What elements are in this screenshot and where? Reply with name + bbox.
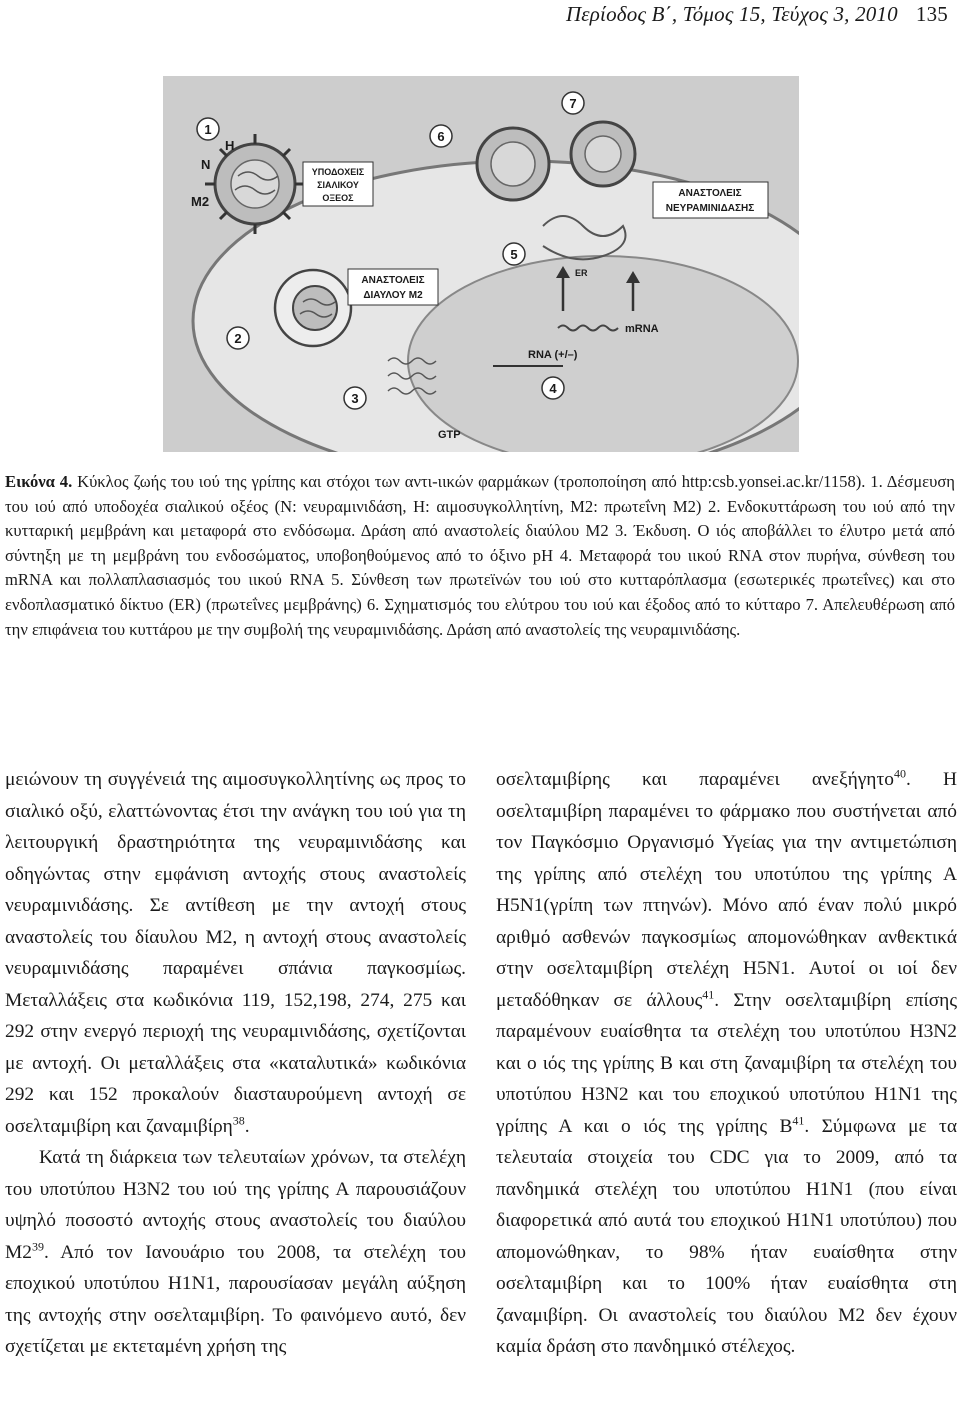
label-m2: M2 bbox=[191, 194, 210, 209]
running-head-text: Περίοδος Β΄, Τόμος 15, Τεύχος 3, 2010 bbox=[565, 2, 898, 26]
svg-text:ΟΞΕΟΣ: ΟΞΕΟΣ bbox=[322, 193, 354, 203]
svg-text:ΑΝΑΣΤΟΛΕΙΣ: ΑΝΑΣΤΟΛΕΙΣ bbox=[678, 188, 742, 199]
step-3: 3 bbox=[351, 391, 359, 406]
ref-41a: 41 bbox=[702, 987, 715, 1002]
ref-41b: 41 bbox=[792, 1113, 805, 1128]
running-head bbox=[566, 2, 948, 27]
right-paragraph: οσελταμιβίρης και παραμένει ανεξήγητο$^{40}$. Η οσελταμιβίρη παραμένει το φάρμακο που συστήνεται από τον Παγκόσμιο Οργανισμό Υγείας για την αντιμετώπιση της γρίπης από στελέχη του υποτύπου της γρίπης Α H5N1(γρίπη των πτηνών). Μόνο από έναν πολύ μικρό αριθμό ασθενών παγκοσμίως απομονώθηκαν ανθεκτικά στην οσελταμιβίρη στελέχη H5N1. Αυτοί οι ιοί δεν μεταδόθηκαν σε άλλους$^{41}$. Στην οσελταμιβίρη επίσης παραμένουν ευαίσθητα τα στελέχη του υποτύπου H3N2 και ο ιός της γρίπης Β και στη ζαναμιβίρη τα στελέχη του υποτύπου H3N2 και του εποχικού υποτύπου H1N1 της γρίπης Α και ο ιός της γρίπης $B^{41}$. Σύμφωνα με τα τελευταία στοιχεία του CDC για το 2009, από τα πανδημικά στελέχη του υποτύπου H1N1 (που είναι διαφορετικά από αυτά του εποχικού H1N1 υποτύπου) που απομονώθηκαν, το 98% ήταν ευαίσθητα στην οσελταμιβίρη και το 100% ήταν ευαίσθητα στη ζαναμιβίρη. Οι αναστολείς του διαύλου Μ2 δεν έχουν καμία δράση στο πανδημικό στέλεχος. bbox=[496, 766, 957, 1357]
svg-text:ΥΠΟΔΟΧΕΙΣ: ΥΠΟΔΟΧΕΙΣ bbox=[311, 167, 365, 177]
ref-38: 38 bbox=[232, 1113, 245, 1128]
virus-endocytosis bbox=[275, 270, 351, 346]
ref-39: 39 bbox=[31, 1239, 44, 1254]
label-er: ER bbox=[575, 268, 588, 278]
right-column bbox=[496, 764, 957, 1363]
svg-text:ΣΙΑΛΙΚΟΥ: ΣΙΑΛΙΚΟΥ bbox=[317, 180, 359, 190]
lifecycle-figure bbox=[163, 76, 799, 452]
step-7: 7 bbox=[569, 96, 577, 111]
step-6: 6 bbox=[437, 129, 445, 144]
step-5: 5 bbox=[510, 247, 518, 262]
m2-inhibitors-box bbox=[348, 269, 438, 305]
virus-binding bbox=[205, 134, 305, 234]
figure-caption bbox=[5, 470, 955, 642]
svg-text:ΑΝΑΣΤΟΛΕΙΣ: ΑΝΑΣΤΟΛΕΙΣ bbox=[361, 275, 425, 286]
left-paragraph-2: Κατά τη διάρκεια των τελευταίων χρόνων, τα στελέχη του υποτύπου H3N2 του ιού της γρίπης Α παρουσιάζουν υψηλό ποσοστό αντοχής στους αναστολείς του διαύλου $M2^{39}$. Από τον Ιανουάριο του 2008, τα στελέχη του εποχικού υποτύπου H1N1, παρουσίασαν μεγάλη αύξηση της αντοχής στην οσελταμιβίρη. Το φαινόμενο αυτό, δεν σχετίζεται με εκτεταμένη χρήση της bbox=[5, 1147, 466, 1357]
label-n: N bbox=[201, 157, 211, 172]
label-mrna: mRNA bbox=[625, 323, 659, 335]
lifecycle-diagram bbox=[163, 76, 799, 452]
step-1: 1 bbox=[204, 122, 212, 137]
page-number: 135 bbox=[915, 2, 948, 26]
left-column bbox=[5, 764, 466, 1363]
svg-text:ΝΕΥΡΑΜΙΝΙΔΑΣΗΣ: ΝΕΥΡΑΜΙΝΙΔΑΣΗΣ bbox=[665, 203, 755, 214]
receptors-box bbox=[303, 162, 373, 206]
label-h: H bbox=[225, 138, 235, 153]
caption-text: Κύκλος ζωής του ιού της γρίπης και στόχοι των αντι-ιικών φαρμάκων (τροποποίηση από http:csb.yonsei.ac.kr/1158). 1. Δέσμευση του ιού από υποδοχέα σιαλικού οξέος (N: νευραμινιδάση, H: αιμοσυγκολλητίνη, M2: πρωτεΐνη M2) 2. Ενδοκυττάρωση του ιού από την κυτταρική μεμβράνη και μεταφορά στο ενδόσωμα. Δράση από αναστολείς διαύλου M2 3. Έκδυση. Ο ιός αποβάλλει το έλυτρο μετά από σύντηξη με τη μεμβράνη του ενδοσώματος, υποβοηθούμενος από το όξινο pH 4. Μεταφορά του ιικού RNA στον πυρήνα, σύνθεση του mRNA και πολλαπλασιασμός του ιικού RNA 5. Σύνθεση των πρωτεϊνών του ιού στο κυτταρόπλασμα (εσωτερικές πρωτεΐνες) και στο ενδοπλασματικό δίκτυο (ER) (πρωτεΐνες μεμβράνης) 6. Σχηματισμός του ελύτρου του ιού και έξοδος από το κύτταρο 7. Απελευθέρωση από την επιφάνεια του κυττάρου με την συμβολή της νευραμινιδάσης. Δράση από αναστολείς της νευραμινιδάσης. bbox=[5, 472, 955, 639]
caption-label: Εικόνα 4. bbox=[5, 472, 73, 491]
svg-text:ΔΙΑΥΛΟΥ Μ2: ΔΙΑΥΛΟΥ Μ2 bbox=[363, 290, 423, 301]
label-gtp: GTP bbox=[438, 429, 461, 441]
step-2: 2 bbox=[234, 331, 242, 346]
ref-40: 40 bbox=[893, 766, 906, 781]
nucleus bbox=[408, 256, 798, 452]
label-rna: RNA (+/–) bbox=[528, 349, 578, 361]
step-4: 4 bbox=[549, 381, 557, 396]
na-inhibitors-box bbox=[653, 182, 768, 218]
left-paragraph-1: μειώνουν τη συγγένειά της αιμοσυγκολλητίνης ως προς το σιαλικό οξύ, ελαττώνοντας έτσι την ανάγκη του ιού για τη λειτουργική δραστηριότητα της νευραμινιδάσης και οδηγώντας στην εμφάνιση αντοχής στους αναστολείς νευραμινιδάσης. Σε αντίθεση με την αντοχή στους αναστολείς του δίαυλου Μ2, η αντοχή στους αναστολείς νευραμινιδάσης παραμένει σπάνια παγκοσμίως. Μεταλλάξεις στα κωδικόνια 119, 152,198, 274, 275 και 292 στην ενεργό περιοχή της νευραμινιδάσης, σχετίζονται με αντοχή. Οι μεταλλάξεις στα «καταλυτικά» κωδικόνια 292 και 152 προκαλούν διασταυρούμενη αντοχή σε οσελταμιβίρη και ζαναμιβίρη$^{38}$. bbox=[5, 769, 466, 1137]
